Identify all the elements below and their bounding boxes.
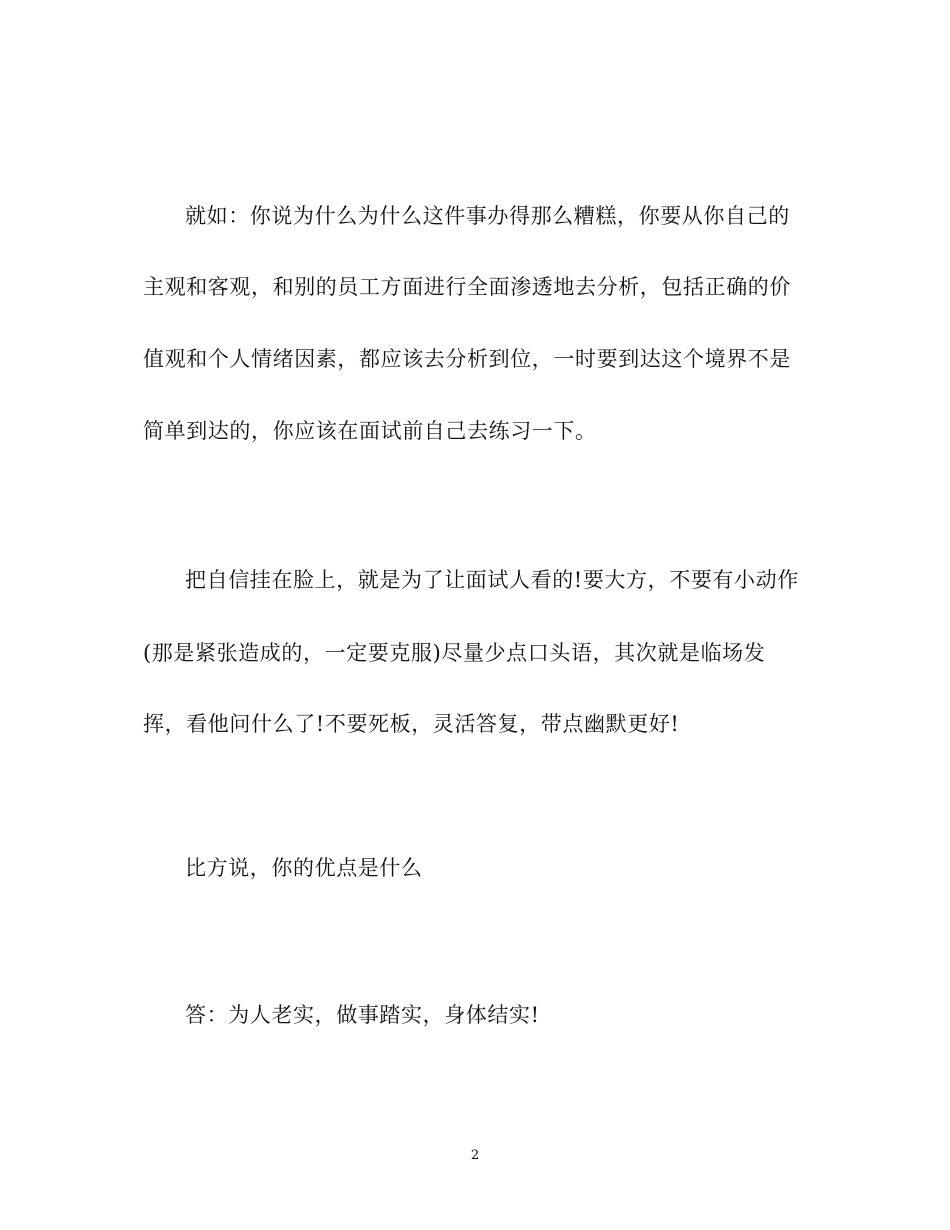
paragraph-4-line-1: 答：为人老实，做事踏实，身体结实! <box>185 1003 540 1027</box>
paragraph-2-line-1: 把自信挂在脸上，就是为了让面试人看的!要大方，不要有小动作 <box>185 568 799 592</box>
paragraph-1-line-3: 值观和个人情绪因素，都应该去分析到位，一时要到达这个境界不是 <box>143 347 791 371</box>
paragraph-1-line-1: 就如：你说为什么为什么这件事办得那么糟糕，你要从你自己的 <box>185 204 790 228</box>
paragraph-3-line-1: 比方说，你的优点是什么 <box>185 856 423 880</box>
paragraph-2-line-3: 挥，看他问什么了!不要死板，灵活答复，带点幽默更好! <box>143 712 680 736</box>
page-number: 2 <box>470 1148 480 1163</box>
paragraph-1-line-4: 简单到达的，你应该在面试前自己去练习一下。 <box>143 419 597 443</box>
paragraph-1-line-2: 主观和客观，和别的员工方面进行全面渗透地去分析，包括正确的价 <box>143 275 791 299</box>
paragraph-2-line-2: (那是紧张造成的，一定要克服)尽量少点口头语，其次就是临场发 <box>143 641 766 665</box>
